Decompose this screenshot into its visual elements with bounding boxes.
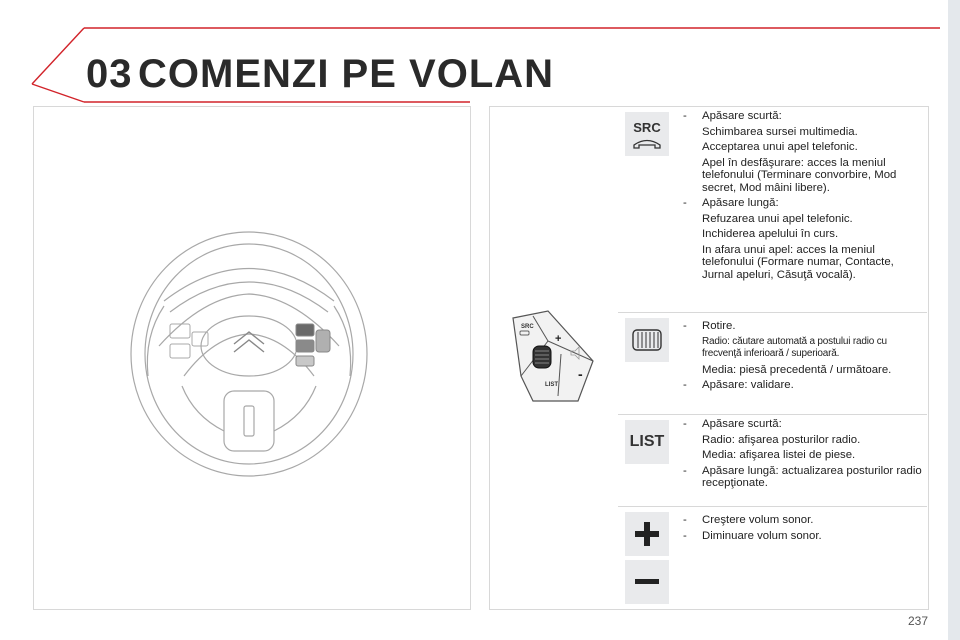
ctrl-thumbwheel	[533, 346, 551, 368]
thumbwheel-icon	[625, 318, 669, 362]
header-lower-accent	[32, 84, 84, 102]
list-short-line: Radio: afişarea posturilor radio.	[702, 433, 861, 446]
chapter-number: 03	[86, 52, 133, 96]
src-icon-box	[625, 112, 669, 156]
ctrl-minus-label: -	[578, 366, 583, 382]
wheel-media-line: Media: piesă precedentă / următoare.	[702, 363, 892, 376]
list-icon-box	[625, 420, 669, 464]
section-volume	[618, 506, 927, 608]
src-short-press: - Apăsare scurtă:	[683, 110, 782, 122]
ctrl-list-label: LIST	[545, 382, 558, 388]
wheel-rotation: - Rotire.	[683, 320, 736, 332]
page-number: 237	[908, 614, 929, 628]
section-list	[618, 414, 927, 507]
volume-increase: - Creştere volum sonor.	[683, 514, 814, 526]
page-title: COMENZI PE VOLAN	[138, 52, 555, 96]
src-long-line: In afara unui apel: acces la meniul telefonului (Formare numar, Contacte, Jurnal apeluri, Căsuţă vocală).	[702, 243, 894, 281]
src-long-line: Inchiderea apelului în curs.	[702, 228, 839, 240]
ctrl-src-label: SRC	[521, 324, 534, 330]
src-long-line: Refuzarea unui apel telefonic.	[702, 212, 853, 225]
wheel-press: - Apăsare: validare.	[683, 379, 794, 391]
list-description	[680, 418, 924, 493]
ctrl-plus-label: +	[555, 333, 562, 345]
wheel-radio-line: Radio: căutare automată a postului radio cu frecvenţă inferioară / superioară.	[702, 335, 887, 359]
src-long-press: - Apăsare lungă:	[683, 197, 779, 209]
list-short-press: - Apăsare scurtă:	[683, 418, 782, 430]
volume-description	[680, 514, 924, 545]
plus-icon-box	[625, 512, 669, 556]
list-short-line: Media: afişarea listei de piese.	[702, 449, 856, 461]
section-src	[618, 106, 927, 313]
list-long-press: - Apăsare lungă: actualizarea posturilor radio recepţionate.	[683, 464, 922, 489]
wheel-icon-box	[625, 318, 669, 362]
minus-icon-box	[625, 560, 669, 604]
steering-wheel-illustration	[124, 226, 374, 486]
steering-controls-illustration	[503, 306, 613, 406]
src-description	[680, 110, 924, 284]
volume-decrease: - Diminuare volum sonor.	[683, 529, 822, 542]
minus-icon	[625, 560, 669, 604]
section-thumbwheel	[618, 312, 927, 415]
header-accent-line	[32, 28, 84, 84]
src-short-line: Schimbarea sursei multimedia.	[702, 125, 858, 138]
list-icon-label: LIST	[629, 433, 665, 450]
src-short-line: Apel în desfăşurare: acces la meniul telefonului (Terminare convorbire, Mod secret, Mod mâini libere).	[702, 156, 897, 194]
src-short-line: Acceptarea unui apel telefonic.	[702, 141, 858, 153]
src-icon-label: SRC	[633, 120, 661, 135]
src-phone-icon	[625, 112, 669, 156]
wheel-description	[680, 320, 924, 395]
plus-icon	[625, 512, 669, 556]
